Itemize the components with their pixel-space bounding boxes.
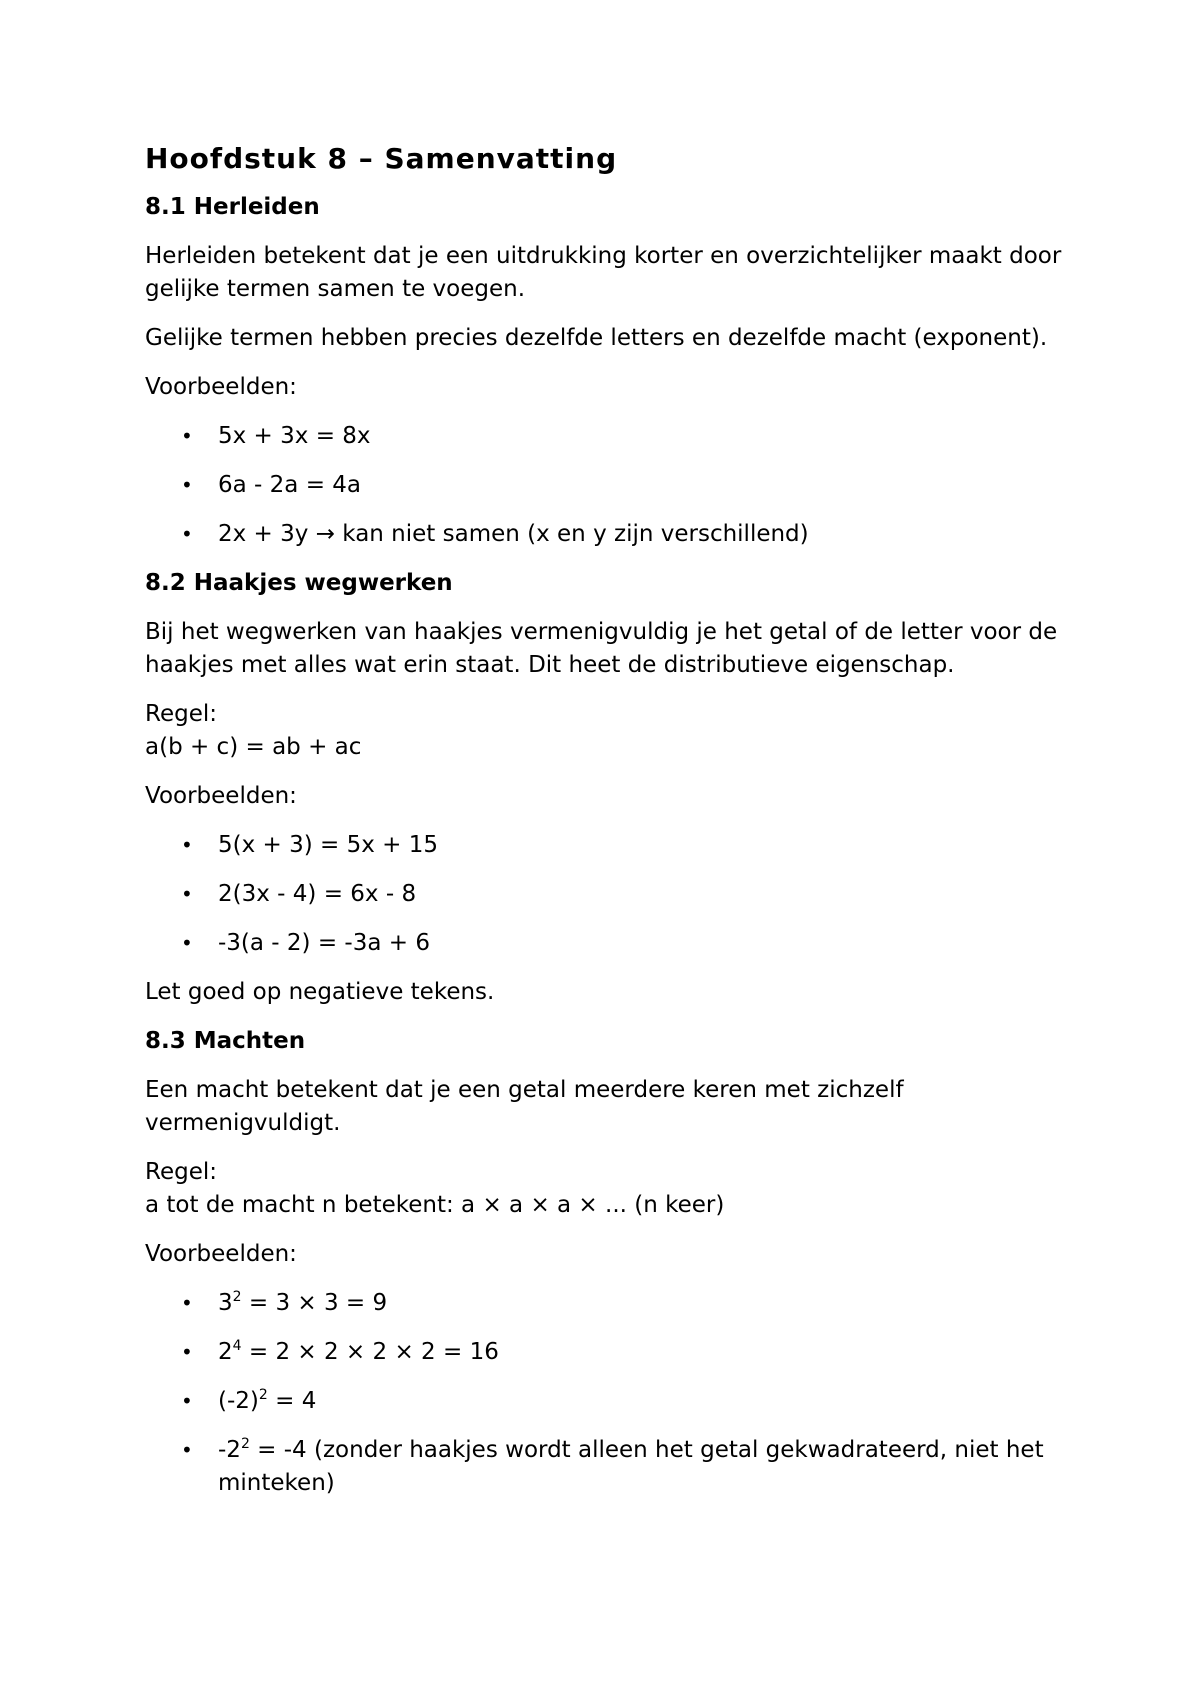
bullet: •	[181, 1438, 193, 1462]
section-heading-haakjes: 8.2 Haakjes wegwerken	[145, 570, 453, 596]
list-item-text: 5(x + 3) = 5x + 15	[218, 832, 439, 858]
list-item	[145, 1336, 1085, 1369]
examples-label: Voorbeelden:	[145, 783, 297, 809]
bullet: •	[181, 1340, 193, 1364]
list-item	[145, 1385, 1085, 1418]
list-item	[145, 878, 1085, 911]
examples-list	[145, 829, 1085, 960]
paragraph: Gelijke termen hebben precies dezelfde letters en dezelfde macht (exponent).	[145, 325, 1048, 351]
list-item-text: -3(a - 2) = -3a + 6	[218, 930, 430, 956]
power-exponent: 2	[232, 1289, 242, 1305]
rule-block	[145, 1156, 1085, 1222]
list-item-text: 6a - 2a = 4a	[218, 472, 361, 498]
examples-label: Voorbeelden:	[145, 1241, 297, 1267]
bullet: •	[181, 473, 193, 497]
list-item-text: = 2 × 2 × 2 × 2 = 16	[241, 1339, 499, 1365]
bullet: •	[181, 833, 193, 857]
list-item	[145, 1434, 1085, 1500]
list-item-text: 2x + 3y → kan niet samen (x en y zijn verschillend)	[218, 521, 809, 547]
list-item	[145, 1287, 1085, 1320]
list-item-text: = 4	[267, 1388, 317, 1414]
bullet: •	[181, 931, 193, 955]
paragraph: Bij het wegwerken van haakjes vermenigvuldig je het getal of de letter voor de haakjes met alles wat erin staat. Dit heet de distributieve eigenschap.	[145, 619, 1058, 678]
list-item-text: = -4 (zonder haakjes wordt alleen het getal gekwadrateerd, niet het minteken)	[218, 1437, 1044, 1496]
list-item	[145, 518, 1085, 551]
rule-formula: a tot de macht n betekent: a × a × a × ... (n keer)	[145, 1192, 725, 1218]
examples-list	[145, 1287, 1085, 1500]
document-title: Hoofdstuk 8 – Samenvatting	[145, 142, 618, 175]
rule-label: Regel:	[145, 1159, 217, 1185]
examples-label: Voorbeelden:	[145, 374, 297, 400]
section-heading-herleiden: 8.1 Herleiden	[145, 194, 320, 220]
paragraph: Herleiden betekent dat je een uitdrukking korter en overzichtelijker maakt door gelijke termen samen te voegen.	[145, 243, 1062, 302]
bullet: •	[181, 882, 193, 906]
power-exponent: 2	[240, 1436, 250, 1452]
list-item	[145, 420, 1085, 453]
list-item-text: 5x + 3x = 8x	[218, 423, 371, 449]
rule-formula: a(b + c) = ab + ac	[145, 734, 362, 760]
power-base: -2	[218, 1437, 241, 1463]
bullet: •	[181, 1291, 193, 1315]
power-exponent: 2	[258, 1387, 268, 1403]
paragraph: Een macht betekent dat je een getal meerdere keren met zichzelf vermenigvuldigt.	[145, 1077, 904, 1136]
bullet: •	[181, 522, 193, 546]
list-item	[145, 829, 1085, 862]
section-heading-machten: 8.3 Machten	[145, 1028, 306, 1054]
document-page	[145, 140, 1085, 1516]
examples-list	[145, 420, 1085, 551]
power-exponent: 4	[232, 1338, 242, 1354]
rule-label: Regel:	[145, 701, 217, 727]
rule-block	[145, 698, 1085, 764]
bullet: •	[181, 424, 193, 448]
power-base: (-2)	[218, 1388, 259, 1414]
list-item	[145, 927, 1085, 960]
bullet: •	[181, 1389, 193, 1413]
list-item-text: 2(3x - 4) = 6x - 8	[218, 881, 417, 907]
power-base: 2	[218, 1339, 233, 1365]
power-base: 3	[218, 1290, 233, 1316]
list-item-text: = 3 × 3 = 9	[241, 1290, 388, 1316]
list-item	[145, 469, 1085, 502]
note: Let goed op negatieve tekens.	[145, 979, 495, 1005]
